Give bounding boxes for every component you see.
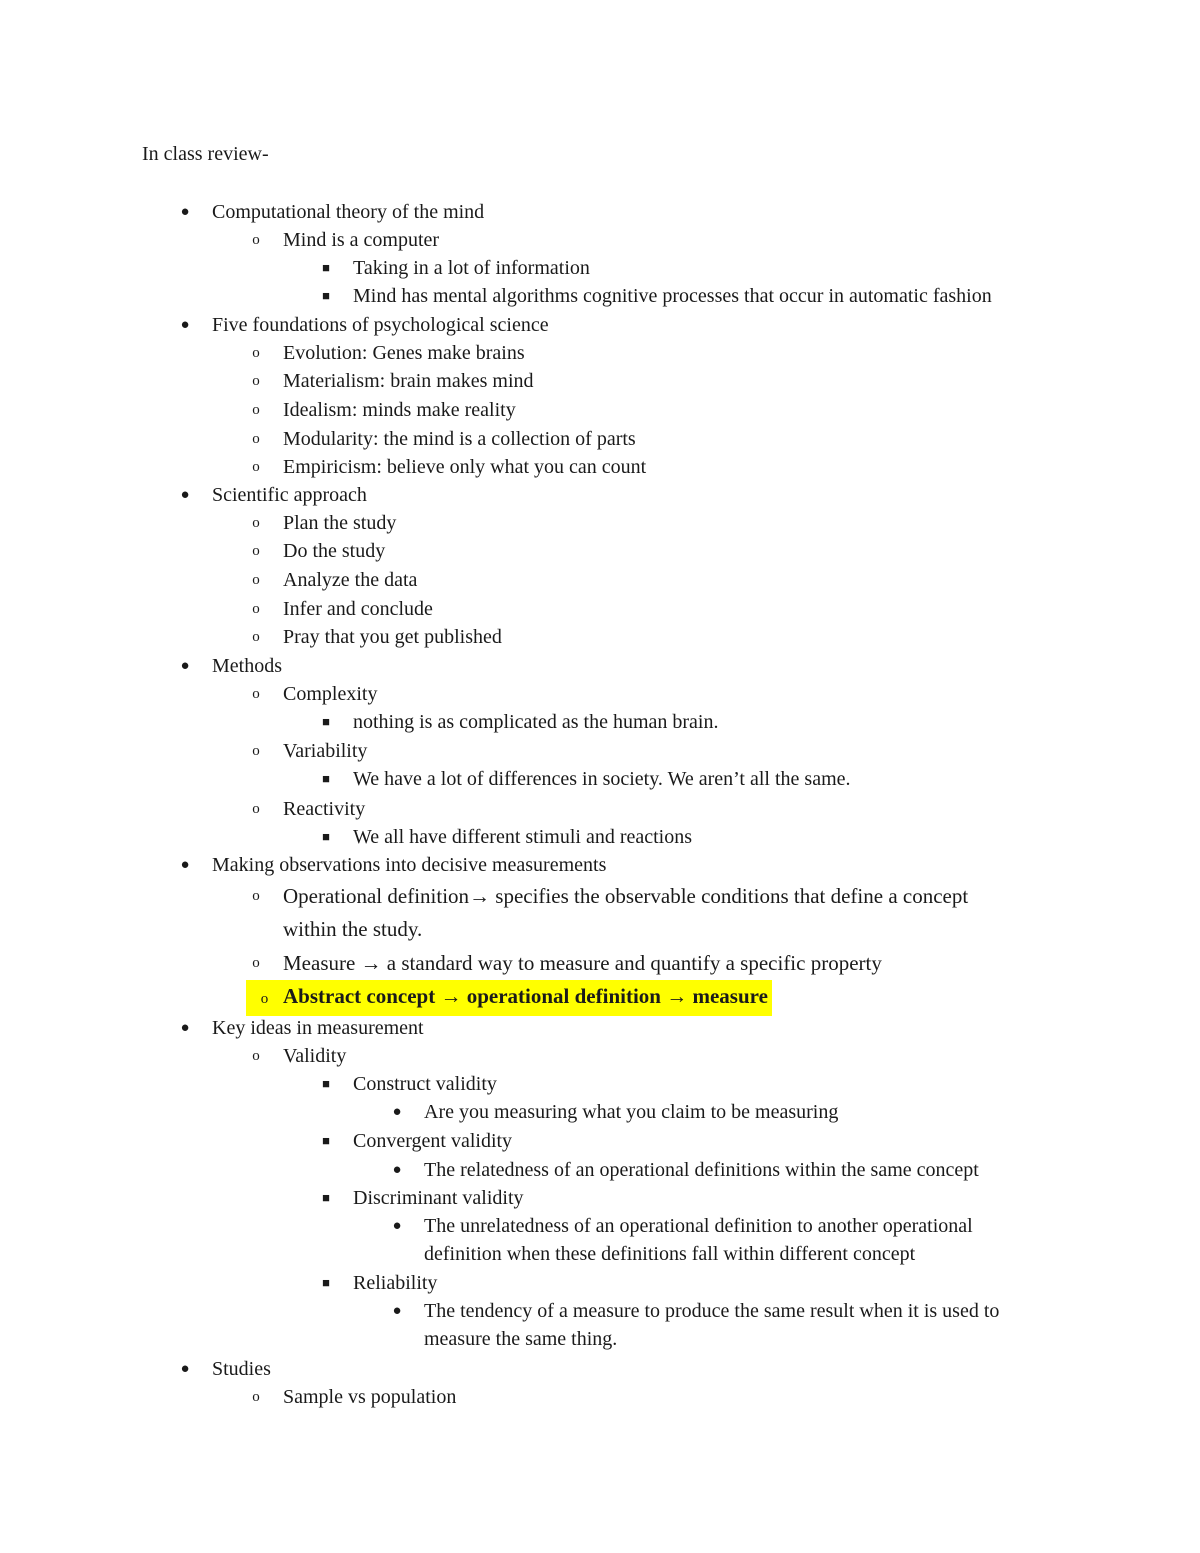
circle-bullet-icon: o	[252, 515, 260, 531]
square-bullet-icon: ■	[322, 1190, 330, 1205]
circle-bullet-icon: o	[252, 743, 260, 759]
list-item: o Validity	[283, 1042, 346, 1070]
circle-bullet-icon: o	[252, 1389, 260, 1405]
highlighted-item	[246, 980, 772, 1016]
list-item: ● Are you measuring what you claim to be measuring	[424, 1098, 838, 1126]
page-heading: In class review-	[142, 143, 269, 165]
list-item: o Measure → a standard way to measure and quantify a specific property	[283, 947, 882, 980]
circle-bullet-icon: o	[252, 373, 260, 389]
list-item: ● The unrelatedness of an operational definition to another operational definition when these definitions fall within different concept	[424, 1212, 1044, 1268]
square-bullet-icon: ■	[322, 829, 330, 844]
disc-bullet-icon: ●	[180, 317, 190, 333]
circle-bullet-icon: o	[260, 991, 269, 1007]
list-item: o Reactivity	[283, 795, 365, 823]
disc-bullet-icon: ●	[180, 857, 190, 873]
list-item: o Sample vs population	[283, 1383, 456, 1411]
square-bullet-icon: ■	[322, 1275, 330, 1290]
square-bullet-icon: ■	[322, 288, 330, 303]
list-item: o Mind is a computer	[283, 226, 439, 254]
list-item: ● Key ideas in measurement	[212, 1014, 424, 1042]
disc-bullet-icon: ●	[180, 487, 190, 503]
list-item: o Variability	[283, 737, 367, 765]
circle-bullet-icon: o	[252, 629, 260, 645]
disc-bullet-icon: ●	[392, 1218, 402, 1234]
list-item: ● Methods	[212, 652, 282, 680]
circle-bullet-icon: o	[252, 572, 260, 588]
circle-bullet-icon: o	[252, 686, 260, 702]
list-item: ■ We all have different stimuli and reactions	[353, 823, 692, 851]
circle-bullet-icon: o	[252, 801, 260, 817]
list-item: o Evolution: Genes make brains	[283, 339, 525, 367]
list-item: o Operational definition→ specifies the observable conditions that define a concept within the study.	[283, 880, 1023, 946]
list-item: o Modularity: the mind is a collection of parts	[283, 425, 636, 453]
highlight-box: o Abstract concept → operational definition → measure	[246, 980, 772, 1016]
list-item: ■ Construct validity	[353, 1070, 497, 1098]
list-item: o Idealism: minds make reality	[283, 396, 516, 424]
list-item: ● Studies	[212, 1355, 271, 1383]
list-item: ● Scientific approach	[212, 481, 367, 509]
list-item: ● The tendency of a measure to produce the same result when it is used to measure the same thing.	[424, 1297, 1064, 1353]
square-bullet-icon: ■	[322, 714, 330, 729]
circle-bullet-icon: o	[252, 459, 260, 475]
list-item: o Infer and conclude	[283, 595, 433, 623]
list-item: o Analyze the data	[283, 566, 417, 594]
list-item: o Do the study	[283, 537, 385, 565]
circle-bullet-icon: o	[252, 232, 260, 248]
circle-bullet-icon: o	[252, 431, 260, 447]
list-item: ● The relatedness of an operational definitions within the same concept	[424, 1156, 979, 1184]
list-item: ■ We have a lot of differences in society. We aren’t all the same.	[353, 765, 851, 793]
disc-bullet-icon: ●	[392, 1303, 402, 1319]
circle-bullet-icon: o	[252, 601, 260, 617]
list-item: o Pray that you get published	[283, 623, 502, 651]
list-item: o Plan the study	[283, 509, 396, 537]
list-item: ● Five foundations of psychological science	[212, 311, 549, 339]
circle-bullet-icon: o	[252, 402, 260, 418]
list-item: o Materialism: brain makes mind	[283, 367, 534, 395]
disc-bullet-icon: ●	[180, 658, 190, 674]
disc-bullet-icon: ●	[180, 1361, 190, 1377]
list-item: ■ Convergent validity	[353, 1127, 512, 1155]
disc-bullet-icon: ●	[180, 1020, 190, 1036]
list-item: ■ nothing is as complicated as the human brain.	[353, 708, 718, 736]
disc-bullet-icon: ●	[392, 1162, 402, 1178]
circle-bullet-icon: o	[252, 345, 260, 361]
list-item: ■ Reliability	[353, 1269, 437, 1297]
circle-bullet-icon: o	[252, 888, 260, 904]
circle-bullet-icon: o	[252, 1048, 260, 1064]
list-item: ■ Taking in a lot of information	[353, 254, 590, 282]
list-item: ● Computational theory of the mind	[212, 198, 484, 226]
circle-bullet-icon: o	[252, 955, 260, 971]
list-item: ■ Discriminant validity	[353, 1184, 524, 1212]
square-bullet-icon: ■	[322, 1133, 330, 1148]
square-bullet-icon: ■	[322, 1076, 330, 1091]
disc-bullet-icon: ●	[180, 204, 190, 220]
circle-bullet-icon: o	[252, 543, 260, 559]
list-item: o Empiricism: believe only what you can count	[283, 453, 646, 481]
square-bullet-icon: ■	[322, 771, 330, 786]
list-item: o Complexity	[283, 680, 377, 708]
list-item: ■ Mind has mental algorithms cognitive processes that occur in automatic fashion	[353, 282, 992, 310]
square-bullet-icon: ■	[322, 260, 330, 275]
disc-bullet-icon: ●	[392, 1104, 402, 1120]
list-item: ● Making observations into decisive measurements	[212, 851, 606, 879]
